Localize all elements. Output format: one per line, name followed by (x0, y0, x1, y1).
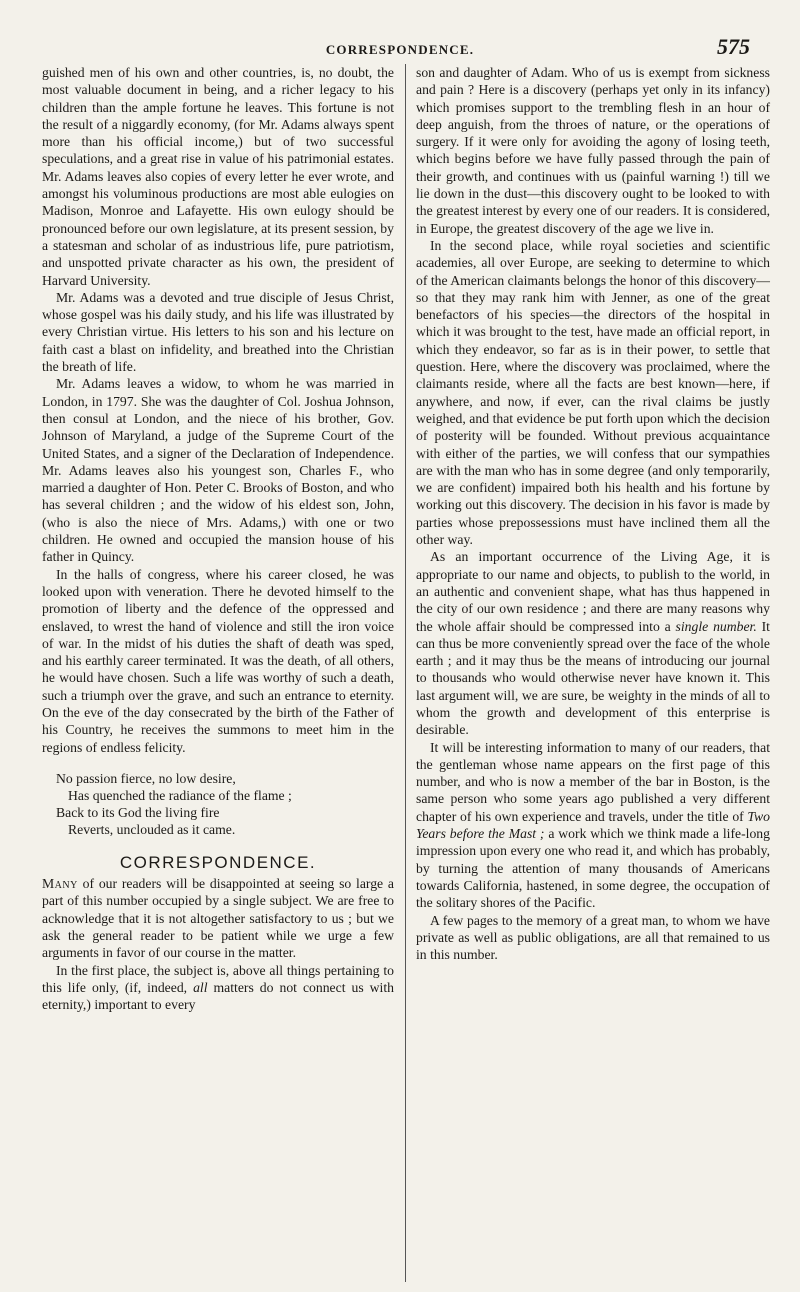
paragraph (416, 548, 770, 738)
section-title: CORRESPONDENCE. (119, 852, 317, 872)
paragraph (416, 739, 770, 912)
paragraph: In the halls of congress, where his career closed, he was looked upon with veneration. There he devoted himself to the promotion of liberty and the defence of the oppressed and enslaved, to wrest the hand of violence and still the iron voice of war. In the midst of his duties the shaft of death was sped, and his earthly career terminated. It was the death, of all others, he would have chosen. Such a life was worthy of such a death, such a triumph over the grave, and such an entrance to eternity. On the eve of the day consecrated by the birth of the Father of his Country, he receives the summons to meet him in the regions of endless felicity. (42, 566, 394, 755)
poem-line: Reverts, unclouded as it came. (68, 821, 236, 837)
paragraph (42, 875, 394, 961)
poem-line: Has quenched the radiance of the flame ; (68, 787, 292, 803)
poem-stanza (56, 770, 394, 838)
running-head: CORRESPONDENCE. (325, 42, 475, 57)
paragraph: A few pages to the memory of a great man, to whom we have private as well as public obligations, are all that remained to us in this number. (416, 912, 770, 963)
paragraph (42, 962, 394, 1014)
column-divider (405, 64, 406, 1282)
page-number: 575 (717, 34, 750, 59)
page-header (0, 34, 800, 66)
poem-line: Back to its God the living fire (56, 804, 220, 820)
paragraph: guished men of his own and other countries, is, no doubt, the most valuable document in being, and a richer legacy to his children than the ample fortune he leaves. This fortune is not the result of a niggardly economy, (for Mr. Adams always spent more than his official income,) but of two successful speculations, and a great rise in value of his patrimonial estates. Mr. Adams leaves also copies of every letter he ever wrote, and amongst his voluminous productions are most able eulogies on Madison, Monroe and Lafayette. His own eulogy should be pronounced before our own legislature, at its present session, by a statesman and scholar of as industrious life, pure patriotism, and unspotted private character as his own, the president of Harvard University. (42, 65, 394, 288)
paragraph-text: matters do not connect us with eternity,) important to every (42, 979, 394, 1013)
paragraph: Mr. Adams leaves a widow, to whom he was married in London, in 1797. She was the daughter of Col. Joshua Johnson, then consul at London, and the niece of his brother, Gov. Johnson of Maryland, a judge of the Supreme Court of the United States, and a signer of the Declaration of Independence. Mr. Adams leaves also his youngest son, Charles F., who married a daughter of Hon. Peter C. Brooks of Boston, and who has several children ; and the widow of his eldest son, John, (who is also the niece of Mrs. Adams,) with one or two children. He owned and occupied the mansion house of his father in Quincy. (42, 376, 394, 565)
lead-word: Many (42, 876, 78, 892)
paragraph-text: It can thus be more conveniently spread over the face of the whole earth ; and it may thus be the means of introducing our journal to thousands who would otherwise never have known it. This last argument will, we are sure, be weighty in the minds of all to whom the growth and development of this enterprise is desirable. (416, 618, 770, 738)
paragraph-text: a work which we think made a life-long impression upon every one who read it, and which has probably, by turning the attention of many thousands of Americans towards California, hastened, in some degree, the occupation of the solitary shores of the Pacific. (416, 826, 770, 911)
left-column (42, 64, 394, 1014)
paragraph: son and daughter of Adam. Who of us is exempt from sickness and pain ? Here is a discovery (perhaps yet only in its infancy) which promises support to the trembling flesh in an hour of deep anguish, from the throes of nature, or the operations of surgery. If it were only for avoiding the agony of losing teeth, which begins before we have fully passed through the pain of their growth, and continues with us (painful warning !) till we lie down in the dust—this discovery ought to be looked to with the greatest interest by every one of our readers. It is considered, in Europe, the greatest discovery of the age we live in. (416, 65, 770, 236)
paragraph-text: In the first place, the subject is, above all things pertaining to this life only, (if, indeed, (42, 962, 394, 995)
emphasis: Two Years before the Mast ; (416, 808, 770, 842)
paragraph-text: As an important occurrence of the Living Age, it is appropriate to our name and objects, to publish to the world, in an authentic and convenient shape, what has thus happened in the city of our own residence ; and there are many reasons why the whole affair should be compressed into a (416, 549, 770, 634)
poem-line: No passion fierce, no low desire, (56, 770, 236, 786)
paragraph-text: It will be interesting information to many of our readers, that the gentleman whose name appears on the first page of this number, and who is now a member of the bar in Boston, is the same person who some years ago published a very different chapter of his own experience and travels, under the title of (416, 739, 770, 824)
emphasis: single number. (675, 618, 757, 634)
emphasis: all (193, 979, 208, 995)
right-column (416, 64, 770, 963)
paragraph: In the second place, while royal societies and scientific academies, all over Europe, are seeking to determine to which of the American claimants belongs the honor of this discovery—so that they may rank him with Jenner, as one of the great benefactors of his species—the directors of the hospital in which it was brought to the test, have made an official report, in which they endeavor, so far as is in their power, to settle that question. Here, where the discovery was proclaimed, where the claimants reside, where all the facts are best known—here, if anywhere, and now, if ever, can the rival claims be justly weighed, and that evidence be put forth upon which the decision of posterity will be founded. Without previous acquaintance with either of the parties, we will confess that our sympathies are with the man who has in some degree (and only temporarily, we are confident) impaired both his health and his fortune by working out this discovery. The decision in his favor is made by parties whose prepossessions must have inclined them all the other way. (416, 237, 770, 548)
paragraph-text: of our readers will be disappointed at seeing so large a part of this number occupied by a single subject. We are free to acknowledge that it is not altogether satisfactory to us ; but we ask the general reader to be patient while we urge a few arguments in favor of our course in the matter. (42, 876, 394, 961)
paragraph: Mr. Adams was a devoted and true disciple of Jesus Christ, whose gospel was his daily study, and his life was illustrated by every Christian virtue. His letters to his son and his lecture on faith cast a blast on infidelity, and breathed into the Christian the breath of life. (42, 289, 394, 375)
